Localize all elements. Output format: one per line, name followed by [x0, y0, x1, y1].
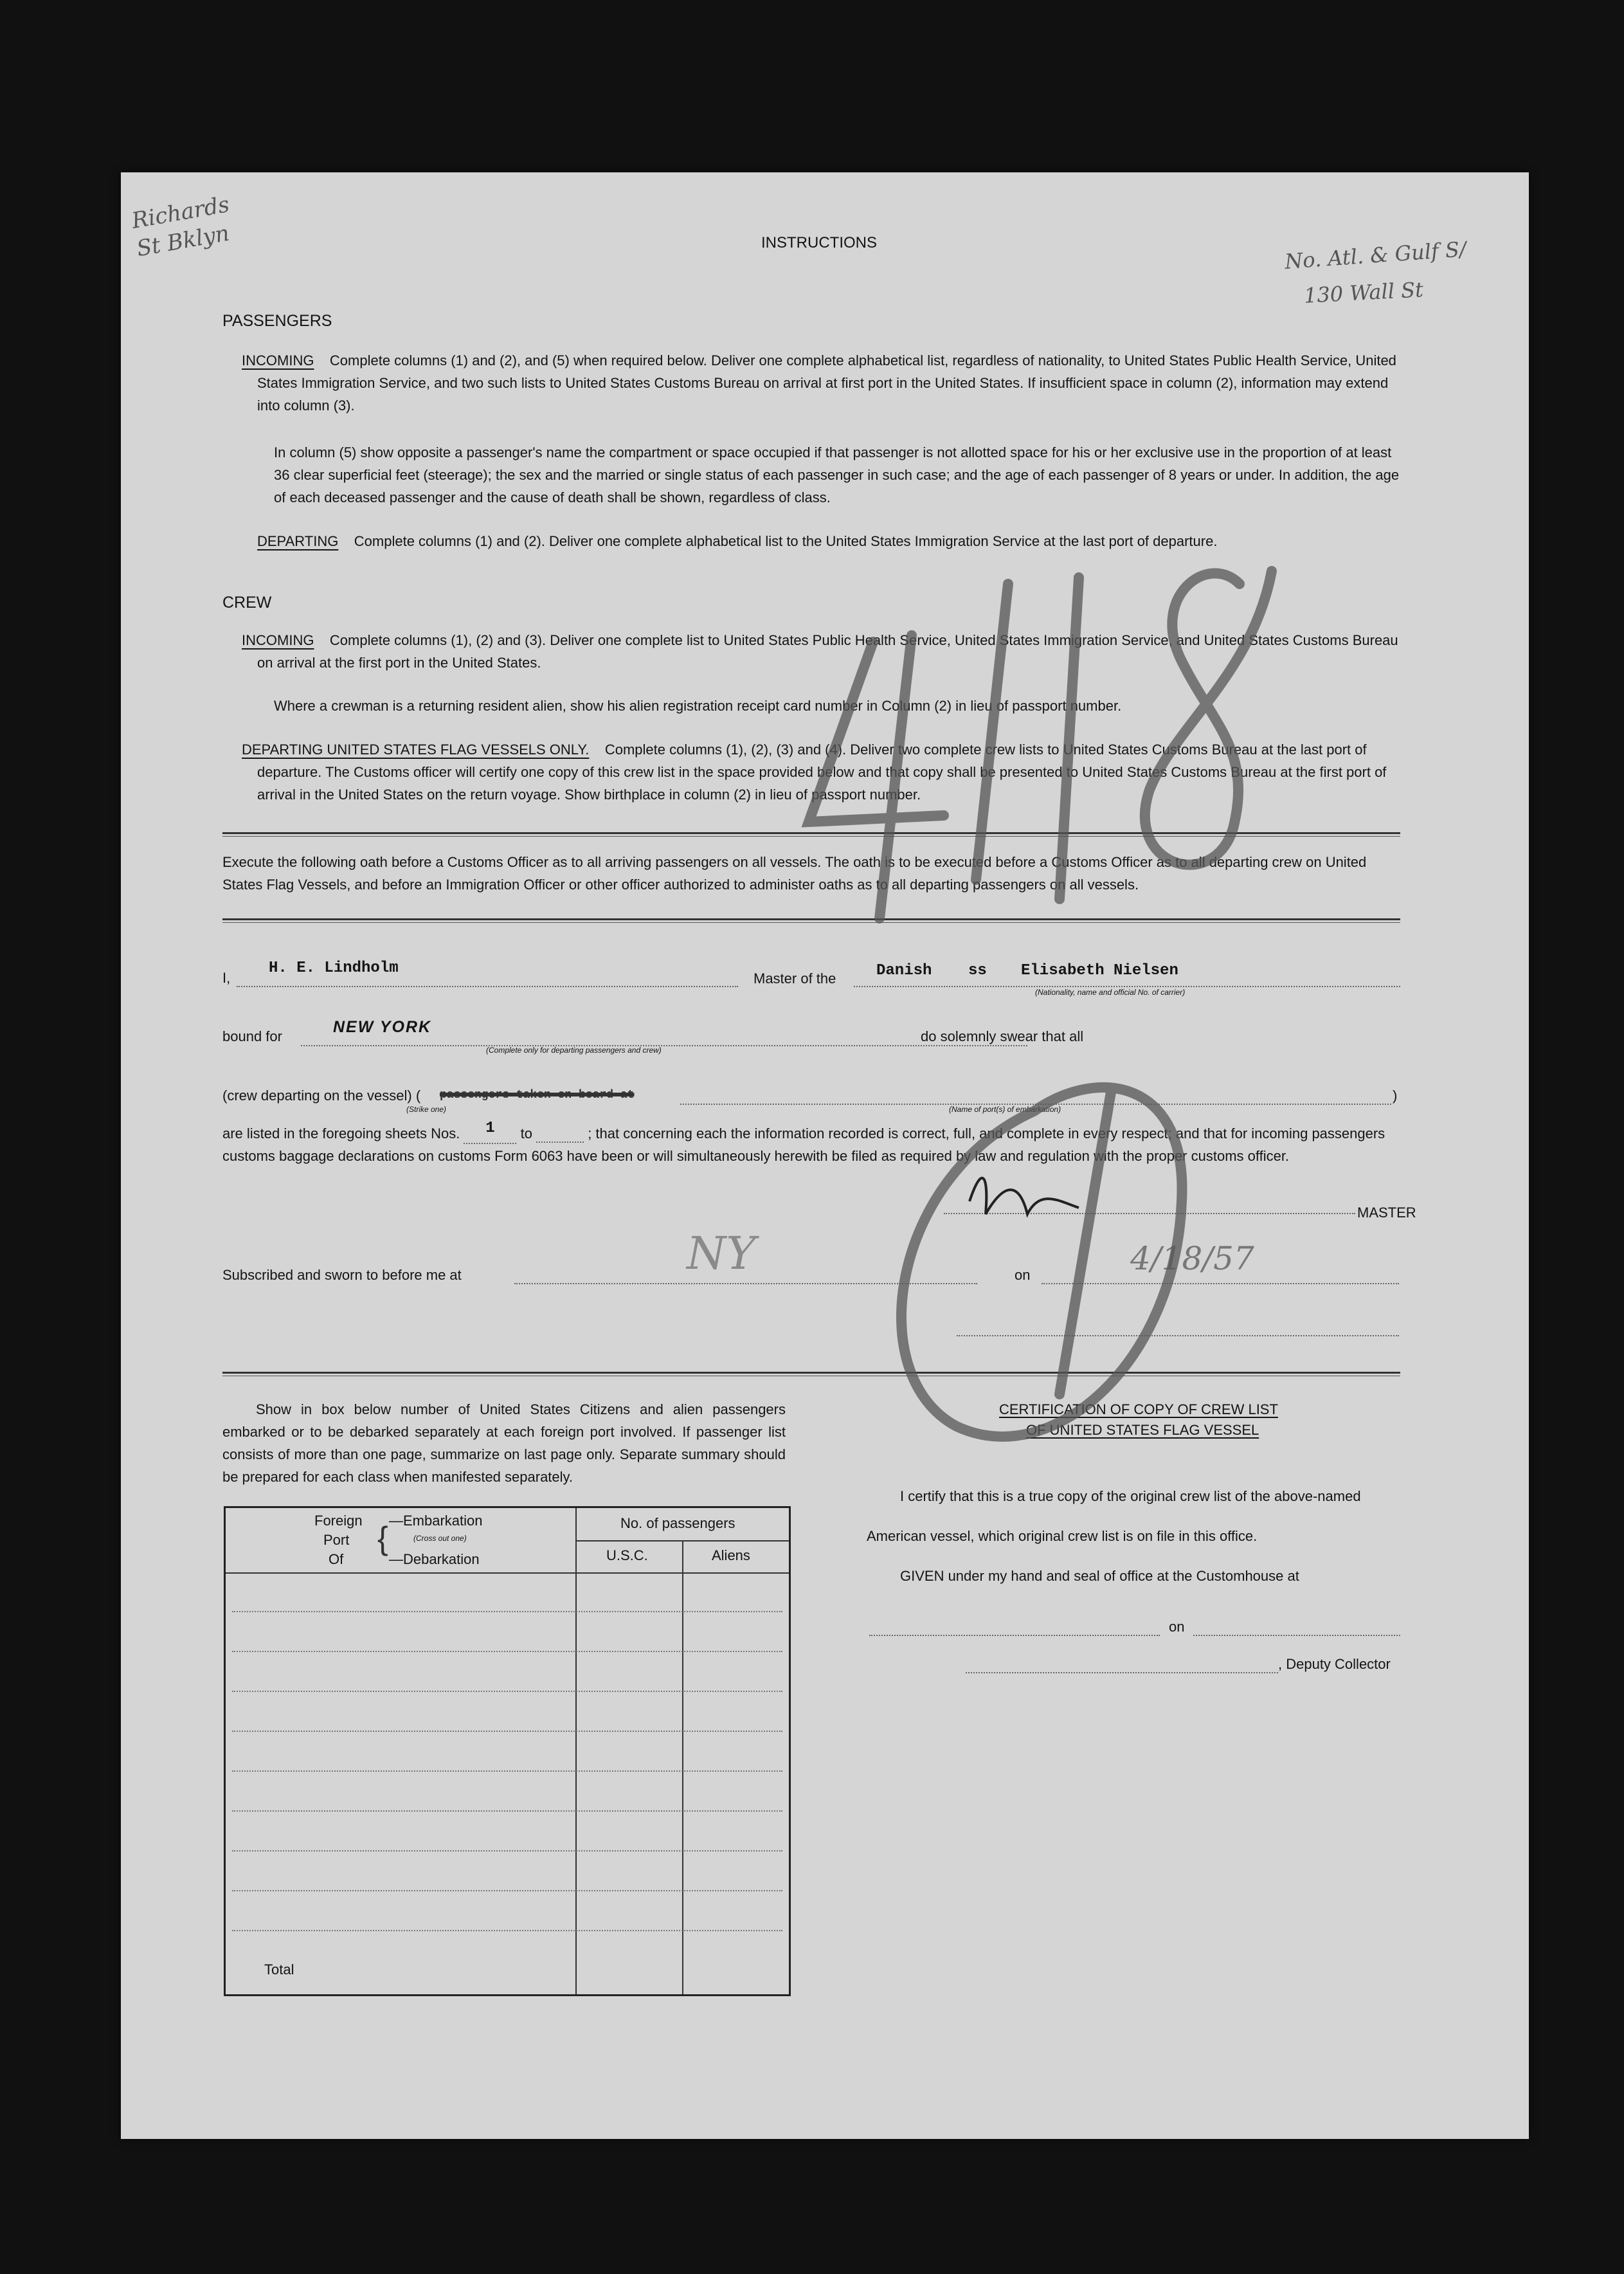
oath-instructions: Execute the following oath before a Customs Officer as to all arriving passengers on all vessels. The oath is to be executed before a Customs Officer as to all departing crew on United States Flag Vessels, and before an Immigration Officer or other officer authorized to administer oaths as to all departing passengers on all vessels. [222, 854, 1367, 893]
table-cross-out-label: (Cross out one) [413, 1534, 467, 1543]
handwritten-agent-note-line1: No. Atl. & Gulf S/ [1284, 237, 1467, 274]
master-name: H. E. Lindholm [269, 960, 399, 977]
table-total-label: Total [264, 1961, 294, 1978]
table-usc-label: U.S.C. [606, 1547, 648, 1563]
struck-out-text: passengers taken on board at [440, 1089, 635, 1102]
document-sheet [121, 172, 1529, 2139]
crew-incoming-text: Complete columns (1), (2) and (3). Deliver one complete list to United States Public Health Service, United States Immigration Service, and United States Customs Bureau on arrival at the first port in the United States. [257, 632, 1398, 671]
vessel-type: ss [968, 962, 987, 979]
pencil-stroke [1060, 1092, 1111, 1394]
handwritten-big-number [802, 558, 804, 559]
pencil-marks-overlay [121, 172, 1529, 2139]
crew-departing-label: DEPARTING UNITED STATES FLAG VESSELS ONLY. [242, 741, 590, 758]
deputy-collector-label: , Deputy Collector [1278, 1656, 1391, 1672]
pencil-stroke [880, 635, 912, 918]
vessel-name: Elisabeth Nielsen [1021, 962, 1178, 979]
passengers-departing-label: DEPARTING [257, 533, 339, 549]
certification-heading-line1: CERTIFICATION OF COPY OF CREW LIST [999, 1401, 1278, 1417]
passengers-heading: PASSENGERS [222, 312, 332, 330]
master-signature-scrawl [970, 1178, 1079, 1214]
port-caption: (Name of port(s) of embarkation) [949, 1105, 1061, 1114]
table-port-label: Port [323, 1532, 350, 1548]
pencil-stroke [901, 1087, 1182, 1437]
sheet-from: 1 [485, 1120, 495, 1137]
pencil-stroke [1060, 578, 1079, 899]
page-title: INSTRUCTIONS [761, 234, 877, 251]
sheets-label: are listed in the foregoing sheets Nos. [222, 1125, 460, 1142]
bound-for-label: bound for [222, 1028, 282, 1044]
subscribed-label: Subscribed and sworn to before me at [222, 1267, 462, 1283]
table-aliens-label: Aliens [712, 1547, 750, 1563]
master-of-label: Master of the [753, 970, 836, 987]
table-foreign-label: Foreign [314, 1513, 363, 1529]
bound-caption: (Complete only for departing passengers and crew) [486, 1046, 662, 1055]
certification-heading-line2: OF UNITED STATES FLAG VESSEL [1026, 1422, 1259, 1438]
crew-incoming-label: INCOMING [242, 632, 314, 648]
to-label: to [520, 1125, 532, 1142]
pencil-stroke [1145, 571, 1272, 865]
passengers-departing-text: Complete columns (1) and (2). Deliver one complete alphabetical list to the United States Immigration Service at the last port of departure. [354, 533, 1218, 549]
destination: NEW YORK [333, 1018, 432, 1036]
strike-caption: (Strike one) [406, 1105, 447, 1114]
on-label: on [1015, 1267, 1031, 1283]
certification-on-label: on [1169, 1619, 1185, 1635]
pencil-stroke [976, 584, 1008, 880]
handwritten-date: 4/18/57 [1130, 1240, 1254, 1277]
swear-label: do solemnly swear that all [921, 1028, 1084, 1044]
certification-text-line2: American vessel, which original crew list is on file in this office. [867, 1528, 1258, 1544]
handwritten-address-note: Richards St Bklyn [129, 191, 231, 262]
table-num-passengers-label: No. of passengers [620, 1515, 735, 1531]
close-paren: ) [1393, 1087, 1398, 1104]
passengers-column5-paragraph: In column (5) show opposite a passenger's name the compartment or space occupied if that passenger is not allotted space for his or her exclusive use in the proportion of at least 36 clear superficial feet (steerage); the sex and the married or single status of each passenger in such case; and the age of each passenger of 8 years or under. In addition, the age of each deceased passenger and the cause of death shall be shown, regardless of class. [274, 444, 1400, 505]
crew-departing-label: (crew departing on the vessel) ( [222, 1087, 421, 1104]
vessel-caption: (Nationality, name and official No. of carrier) [1035, 988, 1186, 997]
vessel-nationality: Danish [876, 962, 932, 979]
summary-instructions: Show in box below number of United States Citizens and alien passengers embarked or to be debarked separately at each foreign port involved. If passenger list consists of more than one page, summarize on last page only. Separate summary should be prepared for each class when manifested separately. [222, 1401, 786, 1485]
handwritten-agent-note-line2: 130 Wall St [1303, 277, 1424, 308]
table-of-label: Of [329, 1551, 344, 1567]
table-embarkation-label: —Embarkation [389, 1513, 483, 1529]
brace-glyph: { [377, 1520, 388, 1556]
handwritten-sworn-place: NY [687, 1227, 756, 1280]
crew-departing-text: Complete columns (1), (2), (3) and (4). Deliver two complete crew lists to United States Customs Bureau at the last port of departure. The Customs officer will certify one copy of this crew list in the space provided below and that copy shall be presented to United States Customs Bureau at the first port of arrival in the United States on the return voyage. Show birthplace in column (2) in lieu of passport number. [257, 741, 1387, 803]
pencil-stroke [809, 642, 944, 822]
crew-heading: CREW [222, 594, 272, 612]
oath-i-label: I, [222, 970, 231, 986]
master-label: MASTER [1357, 1205, 1416, 1221]
table-debarkation-label: —Debarkation [389, 1551, 480, 1567]
certification-given-text: GIVEN under my hand and seal of office at the Customhouse at [900, 1568, 1299, 1584]
crew-resident-paragraph: Where a crewman is a returning resident alien, show his alien registration receipt card number in Column (2) in lieu of passport number. [274, 698, 1122, 714]
passengers-incoming-text: Complete columns (1) and (2), and (5) when required below. Deliver one complete alphabetical list, regardless of nationality, to United States Public Health Service, United States Immigration Service, and two such lists to United States Customs Bureau on arrival at first port in the United States. If insufficient space in column (2), information may extend into column (3). [257, 352, 1396, 414]
certification-text-line1: I certify that this is a true copy of the original crew list of the above-named [900, 1488, 1361, 1504]
certify-text: ; that concerning each the information recorded is correct, full, and complete in every respect; and that for incoming passengers customs baggage declarations on customs Form 6063 have been or will simultaneously herewith be filed as required by law and regulation with the proper customs officer. [222, 1125, 1385, 1164]
passengers-incoming-label: INCOMING [242, 352, 314, 368]
